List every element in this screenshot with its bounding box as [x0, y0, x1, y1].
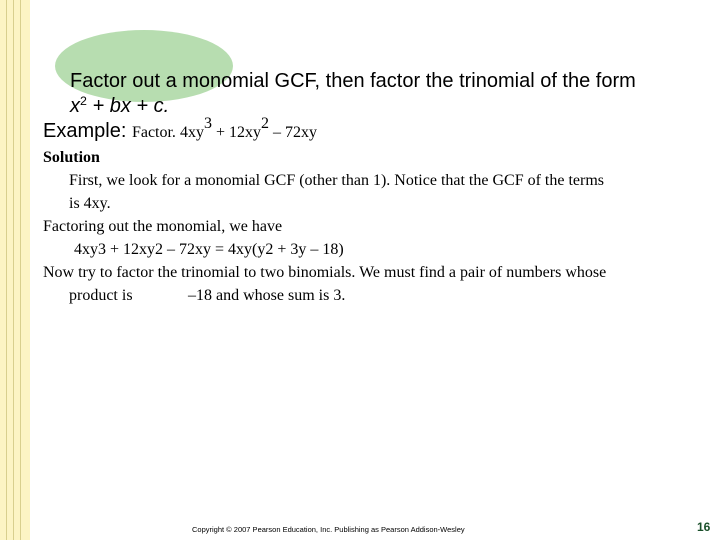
solution-line-6b: –18 and whose sum is 3. [188, 287, 346, 304]
bar-stripe [6, 0, 7, 540]
bar-stripe [20, 0, 21, 540]
heading-exponent: 2 [80, 94, 87, 109]
example-exp-2: 2 [260, 115, 269, 133]
solution-label: Solution [43, 149, 100, 166]
bar-stripe [13, 0, 14, 540]
example-exp-1: 3 [203, 115, 212, 133]
example-term-3: – 72xy [268, 124, 317, 141]
heading-rest: + bx + c. [86, 95, 170, 117]
solution-line-5: Now try to factor the trinomial to two binomials. We must find a pair of numbers whose [43, 264, 607, 281]
solution-line-2: is 4xy. [69, 195, 111, 212]
example-factor-word: Factor. [131, 124, 180, 141]
example-line [43, 115, 317, 143]
copyright-footer: Copyright © 2007 Pearson Education, Inc. Publishing as Pearson Addison-Wesley [192, 525, 465, 534]
left-decorative-bar [0, 0, 30, 540]
example-label: Example: [43, 120, 132, 142]
heading-line-2 [70, 95, 169, 118]
solution-line-1: First, we look for a monomial GCF (other than 1). Notice that the GCF of the terms [69, 172, 605, 189]
solution-line-3: Factoring out the monomial, we have [43, 218, 283, 235]
page-number: 16 [697, 520, 711, 534]
heading-line-1: Factor out a monomial GCF, then factor the trinomial of the form [70, 70, 636, 92]
solution-equation: 4xy3 + 12xy2 – 72xy = 4xy(y2 + 3y – 18) [74, 241, 344, 258]
example-term-2: + 12xy [211, 124, 261, 141]
heading-variable: x [70, 95, 80, 117]
solution-line-6a: product is [69, 287, 133, 304]
example-term-1: 4xy [179, 124, 204, 141]
